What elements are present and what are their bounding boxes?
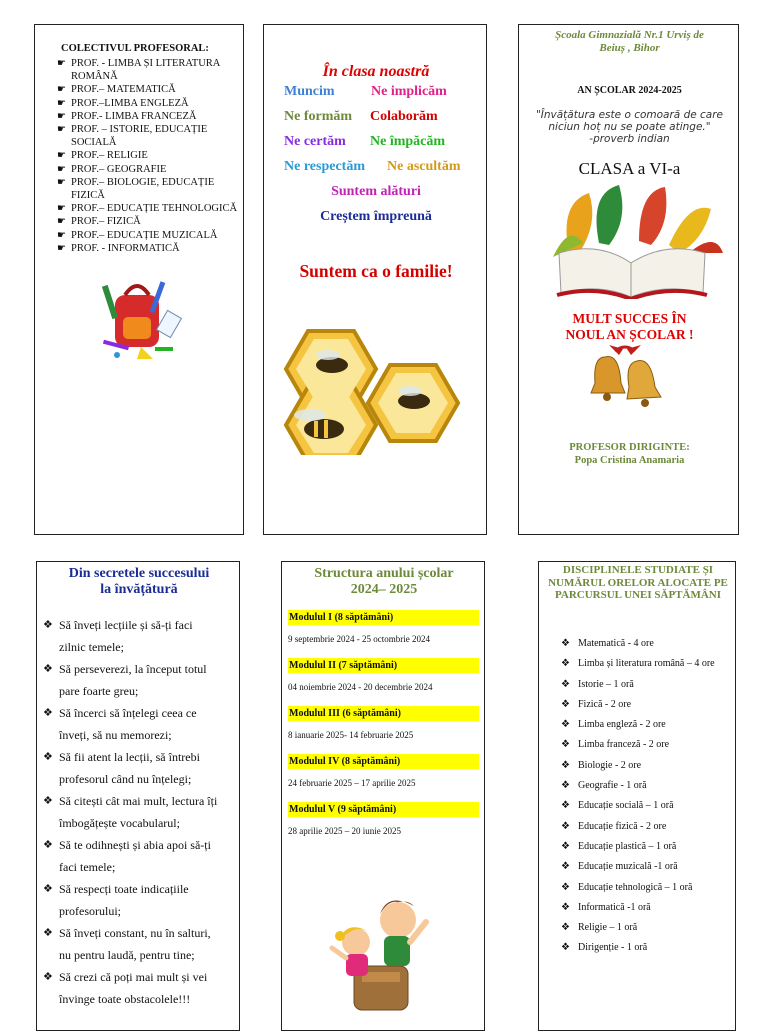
subject-item — [561, 878, 737, 898]
backpack-illustration — [95, 273, 185, 363]
subject-item-text: Geografie - 1 oră — [578, 780, 647, 792]
class-name: CLASA a VI-a — [578, 159, 681, 178]
subject-item-text: Educație socială – 1 oră — [578, 800, 674, 812]
success-secret-item — [43, 834, 239, 878]
panel-our-class — [263, 24, 487, 535]
diamond-bullet-icon: ❖ — [561, 922, 570, 934]
honeycomb-bees-illustration — [270, 325, 470, 455]
subject-item-text: Educație plastică – 1 oră — [578, 840, 677, 852]
success-secret-text — [59, 834, 211, 878]
module-dates: 8 ianuarie 2025- 14 februarie 2025 — [288, 730, 414, 740]
subject-item-text: Matematică - 4 ore — [578, 638, 654, 649]
staff-item-text: PROF.– EDUCAȚIE TEHNOLOGICĂ — [71, 203, 238, 215]
hand-pointer-icon: ☛ — [57, 97, 66, 109]
success-secret-line: profesorului; — [59, 904, 121, 918]
staff-item-text: PROF.– RELIGIE — [71, 150, 148, 162]
success-secret-line: profesorul când nu înțelegi; — [59, 772, 192, 786]
module-name: Modulul II (7 săptămâni) — [288, 658, 479, 673]
subject-item — [561, 837, 737, 857]
panel-subjects-hours — [538, 561, 736, 1031]
diamond-bullet-icon: ❖ — [561, 698, 570, 710]
subject-item-text: Limba franceză - 2 ore — [578, 739, 670, 751]
structure-title — [282, 566, 486, 598]
success-secret-item — [43, 790, 239, 834]
quote-source: -proverb indian — [589, 133, 670, 145]
subjects-title-line3: PARCURSUL UNEI SĂPTĂMÂNI — [554, 589, 722, 601]
subjects-list — [561, 634, 737, 959]
success-secret-line: învinge toate obstacolele!!! — [59, 992, 191, 1006]
head-teacher — [519, 441, 740, 467]
success-secret-text — [59, 790, 217, 834]
subject-item — [561, 776, 737, 796]
success-secret-line: zilnic temele; — [59, 640, 124, 654]
success-secret-item — [43, 702, 239, 746]
success-secrets-title — [37, 566, 241, 598]
bells-illustration — [585, 343, 665, 417]
success-line1: MULT SUCCES ÎN — [572, 311, 687, 326]
school-name — [519, 29, 740, 55]
success-secret-line: Să înveți constant, nu în salturi, — [59, 926, 211, 940]
panel-teaching-staff — [34, 24, 244, 535]
success-secret-text — [59, 922, 211, 966]
class-value-left: Muncim — [284, 84, 335, 99]
success-secrets-list — [43, 614, 239, 1010]
diamond-bullet-icon: ❖ — [561, 881, 570, 893]
subject-item-text: Limba engleză - 2 ore — [578, 719, 666, 731]
success-secret-line: Să crezi că poți mai mult și vei — [59, 970, 208, 984]
subject-item — [561, 654, 737, 674]
staff-item-text: PROF.- LIMBA FRANCEZĂ — [71, 110, 197, 122]
family-slogan: Suntem ca o familie! — [299, 261, 453, 281]
staff-list-item — [57, 97, 243, 110]
success-secret-text — [59, 614, 193, 658]
quote — [519, 109, 740, 145]
success-secret-line: Să perseverezi, la început totul — [59, 662, 207, 676]
success-secret-text — [59, 966, 207, 1010]
staff-item-text: PROF.– GEOGRAFIE — [71, 163, 167, 175]
diamond-bullet-icon: ❖ — [561, 861, 570, 873]
staff-list-item — [57, 110, 243, 123]
hand-pointer-icon: ☛ — [57, 216, 66, 228]
diamond-bullet-icon: ❖ — [43, 619, 53, 631]
diamond-bullet-icon: ❖ — [561, 739, 570, 751]
success-secret-line: nu pentru laudă, pentru tine; — [59, 948, 195, 962]
subject-item — [561, 857, 737, 877]
hand-pointer-icon: ☛ — [57, 203, 66, 215]
module-dates: 04 noiembrie 2024 - 20 decembrie 2024 — [288, 682, 433, 692]
class-value-left: Ne certăm — [284, 134, 346, 149]
success-secret-line: Să încerci să înțelegi ceea ce — [59, 706, 197, 720]
subject-item-text: Religie – 1 oră — [578, 922, 638, 934]
structure-title-line1: Structura anului școlar — [314, 566, 454, 581]
staff-item-text: PROF.– MATEMATICĂ — [71, 84, 176, 96]
subject-item — [561, 796, 737, 816]
subject-item-text: Dirigenție - 1 oră — [578, 942, 648, 954]
success-secret-line: înveți, să nu memorezi; — [59, 728, 172, 742]
diamond-bullet-icon: ❖ — [561, 719, 570, 731]
subject-item-text: Educație tehnologică – 1 oră — [578, 881, 693, 893]
diamond-bullet-icon: ❖ — [561, 678, 570, 690]
panel-cover — [518, 24, 739, 535]
class-value-right: Ne ascultăm — [387, 159, 461, 174]
diamond-bullet-icon: ❖ — [43, 663, 53, 675]
class-value-right: Colaborăm — [370, 109, 438, 124]
subject-item-text: Biologie - 2 ore — [578, 759, 642, 771]
success-secret-line: Să te odihnești și abia apoi să-ți — [59, 838, 211, 852]
diamond-bullet-icon: ❖ — [43, 839, 53, 851]
staff-item-text: PROF. – ISTORIE, EDUCAȚIE SOCIALĂ — [71, 124, 208, 149]
staff-list-item — [57, 149, 243, 162]
panel-success-secrets — [36, 561, 240, 1031]
staff-list — [57, 57, 243, 255]
success-secret-line: faci temele; — [59, 860, 116, 874]
subject-item — [561, 817, 737, 837]
our-class-heading: În clasa noastră — [322, 63, 430, 80]
head-teacher-title: PROFESOR DIRIGINTE: — [569, 442, 690, 453]
success-secrets-title-line2: la învățătură — [100, 582, 178, 597]
subject-item-text: Educație muzicală -1 oră — [578, 861, 678, 873]
success-secret-item — [43, 658, 239, 702]
subject-item — [561, 675, 737, 695]
module-name: Modulul IV (8 săptămâni) — [288, 754, 479, 769]
success-secret-item — [43, 922, 239, 966]
module-name: Modulul III (6 săptămâni) — [288, 706, 479, 721]
success-secret-text — [59, 746, 200, 790]
subject-item — [561, 634, 737, 654]
class-value-right: Ne împăcăm — [370, 134, 446, 149]
diamond-bullet-icon: ❖ — [561, 942, 570, 954]
module-dates: 28 aprilie 2025 – 20 iunie 2025 — [288, 826, 401, 836]
subject-item-text: Istorie – 1 oră — [578, 678, 634, 690]
head-teacher-name: Popa Cristina Anamaria — [574, 455, 685, 466]
diamond-bullet-icon: ❖ — [561, 759, 570, 771]
subject-item — [561, 715, 737, 735]
hand-pointer-icon: ☛ — [57, 163, 66, 175]
school-name-line2: Beiuș , Bihor — [599, 42, 660, 54]
staff-item-text: PROF.– EDUCAȚIE MUZICALĂ — [71, 229, 218, 241]
success-secret-item — [43, 614, 239, 658]
success-secret-line: Să fii atent la lecții, să întrebi — [59, 750, 200, 764]
open-book-leaves-illustration — [539, 183, 725, 299]
structure-title-line2: 2024– 2025 — [350, 582, 418, 597]
hand-pointer-icon: ☛ — [57, 150, 66, 162]
diamond-bullet-icon: ❖ — [43, 707, 53, 719]
diamond-bullet-icon: ❖ — [561, 780, 570, 792]
success-secret-item — [43, 878, 239, 922]
staff-item-text: PROF.– BIOLOGIE, EDUCAȚIE FIZICĂ — [71, 176, 215, 202]
children-illustration — [328, 892, 432, 1014]
diamond-bullet-icon: ❖ — [561, 840, 570, 852]
staff-item-text: PROF. - LIMBA ȘI LITERATURA ROMÂNĂ — [71, 58, 220, 83]
diamond-bullet-icon: ❖ — [43, 751, 53, 763]
staff-list-item — [57, 83, 243, 96]
diamond-bullet-icon: ❖ — [43, 971, 53, 983]
staff-list-item — [57, 229, 243, 242]
module-name: Modulul I (8 săptămâni) — [288, 610, 479, 625]
staff-item-text: PROF.– FIZICĂ — [71, 216, 141, 228]
line-grow-together: Creștem împreună — [320, 209, 432, 224]
staff-list-item — [57, 57, 243, 83]
staff-list-item — [57, 123, 243, 149]
staff-list-item — [57, 163, 243, 176]
subject-item — [561, 898, 737, 918]
staff-title: COLECTIVUL PROFESORAL: — [61, 43, 209, 54]
success-secrets-title-line1: Din secretele succesului — [68, 566, 210, 581]
class-value-left: Ne formăm — [284, 109, 353, 124]
module-name: Modulul V (9 săptămâni) — [288, 802, 479, 817]
success-secret-item — [43, 746, 239, 790]
diamond-bullet-icon: ❖ — [561, 820, 570, 832]
diamond-bullet-icon: ❖ — [561, 638, 570, 649]
success-secret-line: Să înveți lecțiile și să-ți faci — [59, 618, 193, 632]
success-secret-text — [59, 702, 197, 746]
subject-item — [561, 938, 737, 958]
subject-item — [561, 695, 737, 715]
staff-item-text: PROF.–LIMBA ENGLEZĂ — [71, 97, 189, 109]
hand-pointer-icon: ☛ — [57, 242, 66, 254]
staff-list-item — [57, 202, 243, 215]
diamond-bullet-icon: ❖ — [43, 883, 53, 895]
success-message — [519, 311, 740, 343]
success-secret-line: Să respecți toate indicațiile — [59, 882, 189, 896]
staff-list-item — [57, 242, 243, 255]
hand-pointer-icon: ☛ — [57, 176, 66, 188]
subject-item-text: Limba și literatura română – 4 ore — [578, 658, 715, 670]
hand-pointer-icon: ☛ — [57, 124, 66, 136]
success-line2: NOUL AN ȘCOLAR ! — [565, 327, 694, 342]
subject-item-text: Fizică - 2 ore — [578, 698, 632, 710]
success-secret-text — [59, 878, 189, 922]
success-secret-line: îmbogățește vocabularul; — [59, 816, 180, 830]
hand-pointer-icon: ☛ — [57, 110, 66, 122]
staff-list-item — [57, 176, 243, 202]
success-secret-line: Să citești cât mai mult, lectura îți — [59, 794, 218, 808]
diamond-bullet-icon: ❖ — [43, 795, 53, 807]
quote-line1: "Învățătura este o comoară de care — [535, 109, 724, 121]
quote-line2: niciun hoț nu se poate atinge." — [548, 121, 711, 133]
class-value-right: Ne implicăm — [371, 84, 447, 99]
success-secret-text — [59, 658, 207, 702]
subject-item-text: Educație fizică - 2 ore — [578, 820, 667, 832]
subjects-title — [539, 564, 737, 602]
staff-list-item — [57, 215, 243, 228]
subject-item — [561, 918, 737, 938]
module-dates: 24 februarie 2025 – 17 aprilie 2025 — [288, 778, 416, 788]
diamond-bullet-icon: ❖ — [561, 800, 570, 812]
success-secret-item — [43, 966, 239, 1010]
module-dates: 9 septembrie 2024 - 25 octombrie 2024 — [288, 634, 430, 644]
line-together: Suntem alături — [331, 184, 421, 199]
hand-pointer-icon: ☛ — [57, 58, 66, 69]
school-year: AN ȘCOLAR 2024-2025 — [577, 85, 682, 96]
diamond-bullet-icon: ❖ — [561, 901, 570, 913]
success-secret-line: pare foarte greu; — [59, 684, 139, 698]
hand-pointer-icon: ☛ — [57, 229, 66, 241]
staff-item-text: PROF. - INFORMATICĂ — [71, 242, 180, 254]
subject-item-text: Informatică -1 oră — [578, 901, 651, 913]
diamond-bullet-icon: ❖ — [561, 658, 570, 670]
diamond-bullet-icon: ❖ — [43, 927, 53, 939]
class-value-left: Ne respectăm — [284, 159, 365, 174]
school-name-line1: Școala Gimnazială Nr.1 Urviș de — [555, 29, 704, 41]
subjects-title-line2: NUMĂRUL ORELOR ALOCATE PE — [548, 576, 728, 589]
hand-pointer-icon: ☛ — [57, 84, 66, 96]
subject-item — [561, 756, 737, 776]
panel-school-year-structure — [281, 561, 485, 1031]
subjects-title-line1: DISCIPLINELE STUDIATE ȘI — [562, 564, 714, 576]
subject-item — [561, 735, 737, 755]
